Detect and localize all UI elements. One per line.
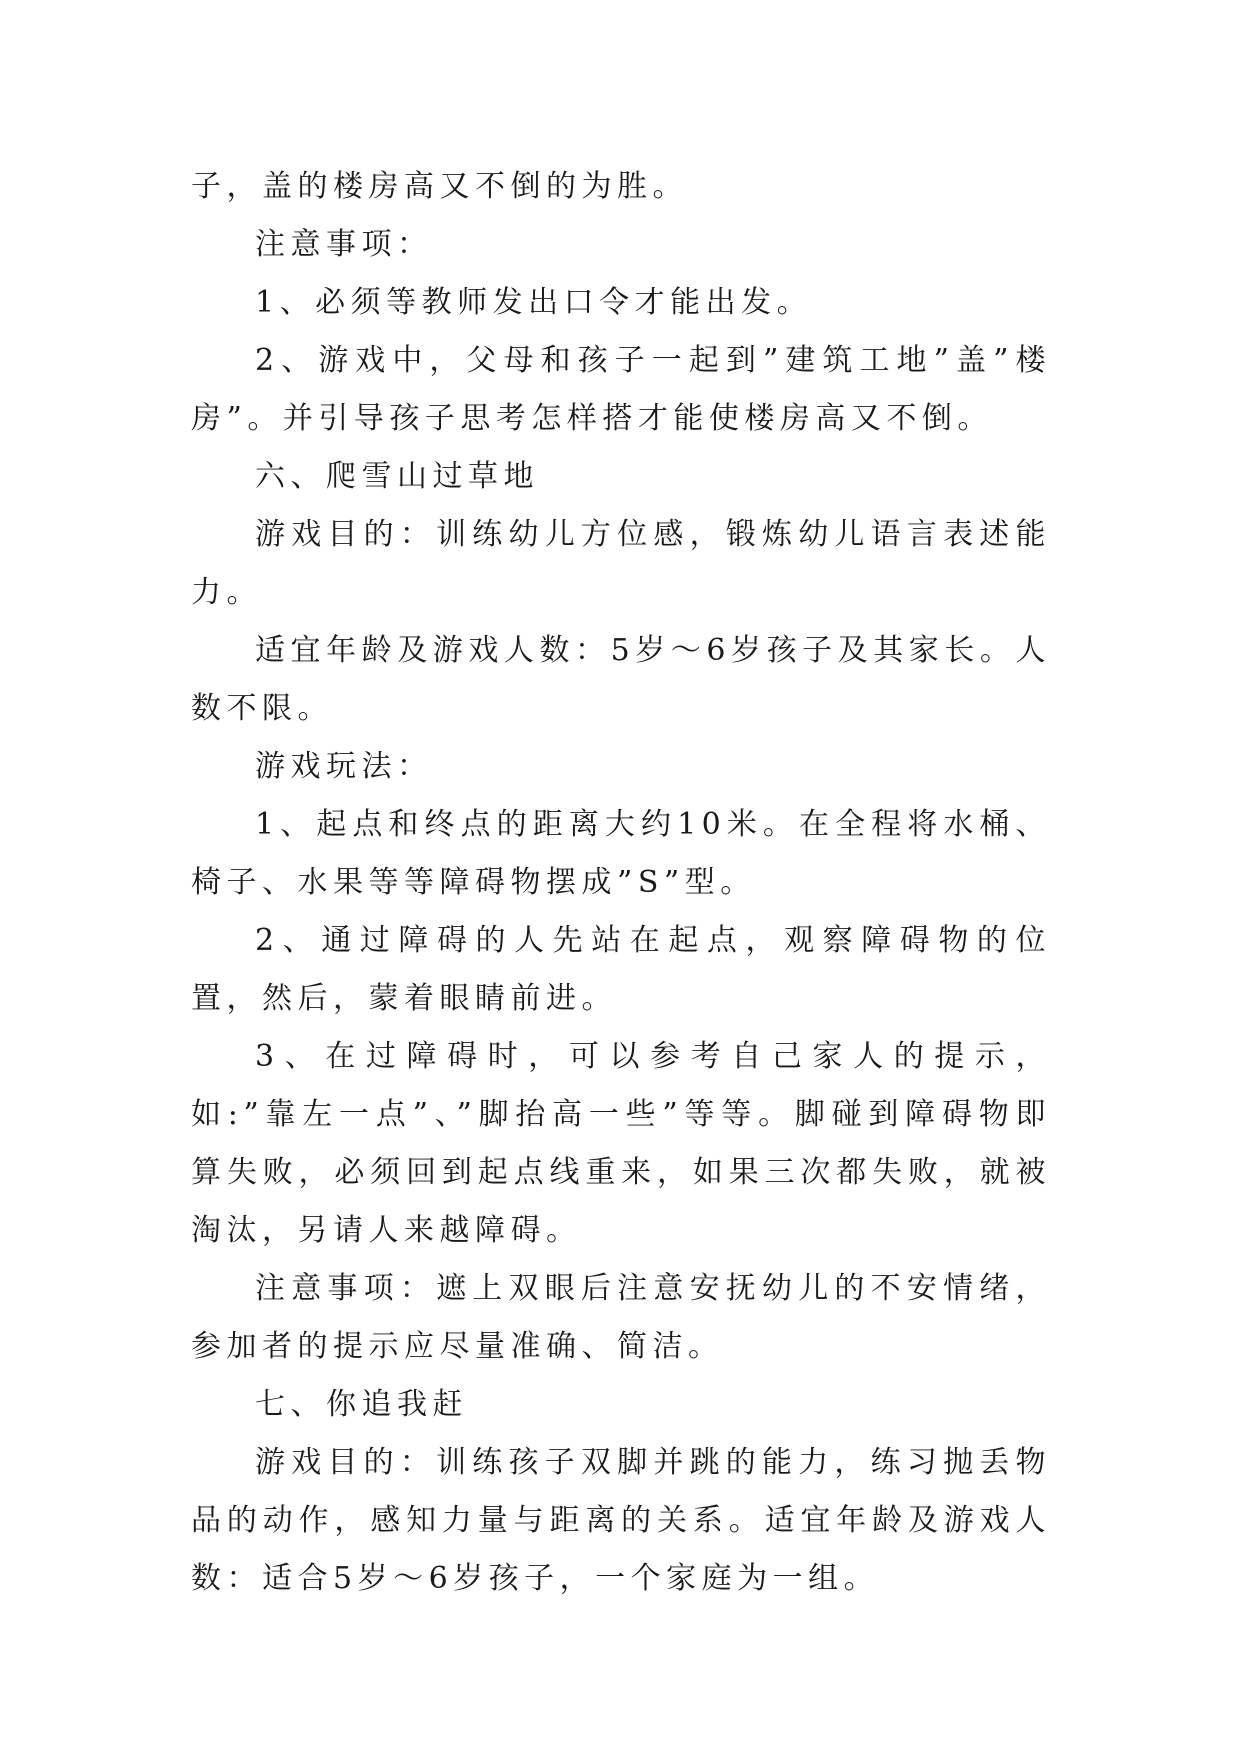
paragraph-notes: 注意事项：遮上双眼后注意安抚幼儿的不安情绪，参加者的提示应尽量准确、简洁。 [191, 1271, 1051, 1364]
section-heading-7: 七、你追我赶 [255, 1387, 468, 1422]
paragraph-gameplay-3: 3、在过障碍时，可以参考自己家人的提示，如:”靠左一点”、”脚抬高一些”等等。脚碰到障碍物即算失败，必须回到起点线重来，如果三次都失败，就被淘汰，另请人来越障碍。 [191, 1039, 1051, 1248]
section-heading-6: 六、爬雪山过草地 [255, 459, 539, 494]
paragraph-age-players: 适宜年龄及游戏人数：5岁～6岁孩子及其家长。人数不限。 [191, 633, 1051, 726]
paragraph-continuation: 子，盖的楼房高又不倒的为胜。 [191, 169, 688, 204]
paragraph-gameplay-1: 1、起点和终点的距离大约10米。在全程将水桶、椅子、水果等等障碍物摆成”S”型。 [191, 807, 1051, 900]
document-body [191, 158, 1051, 1608]
paragraph-note-1: 1、必须等教师发出口令才能出发。 [255, 285, 813, 320]
paragraph-game-purpose: 游戏目的：训练幼儿方位感，锻炼幼儿语言表述能力。 [191, 517, 1051, 610]
paragraph-gameplay-2: 2、通过障碍的人先站在起点，观察障碍物的位置，然后，蒙着眼睛前进。 [191, 923, 1051, 1016]
paragraph-notes-heading: 注意事项： [255, 227, 433, 262]
paragraph-game-purpose-7: 游戏目的：训练孩子双脚并跳的能力，练习抛丢物品的动作，感知力量与距离的关系。适宜年龄及游戏人数：适合5岁～6岁孩子，一个家庭为一组。 [191, 1445, 1051, 1596]
paragraph-gameplay-heading: 游戏玩法： [255, 749, 433, 784]
paragraph-note-2: 2、游戏中，父母和孩子一起到”建筑工地”盖”楼房”。并引导孩子思考怎样搭才能使楼房高又不倒。 [191, 343, 1051, 436]
